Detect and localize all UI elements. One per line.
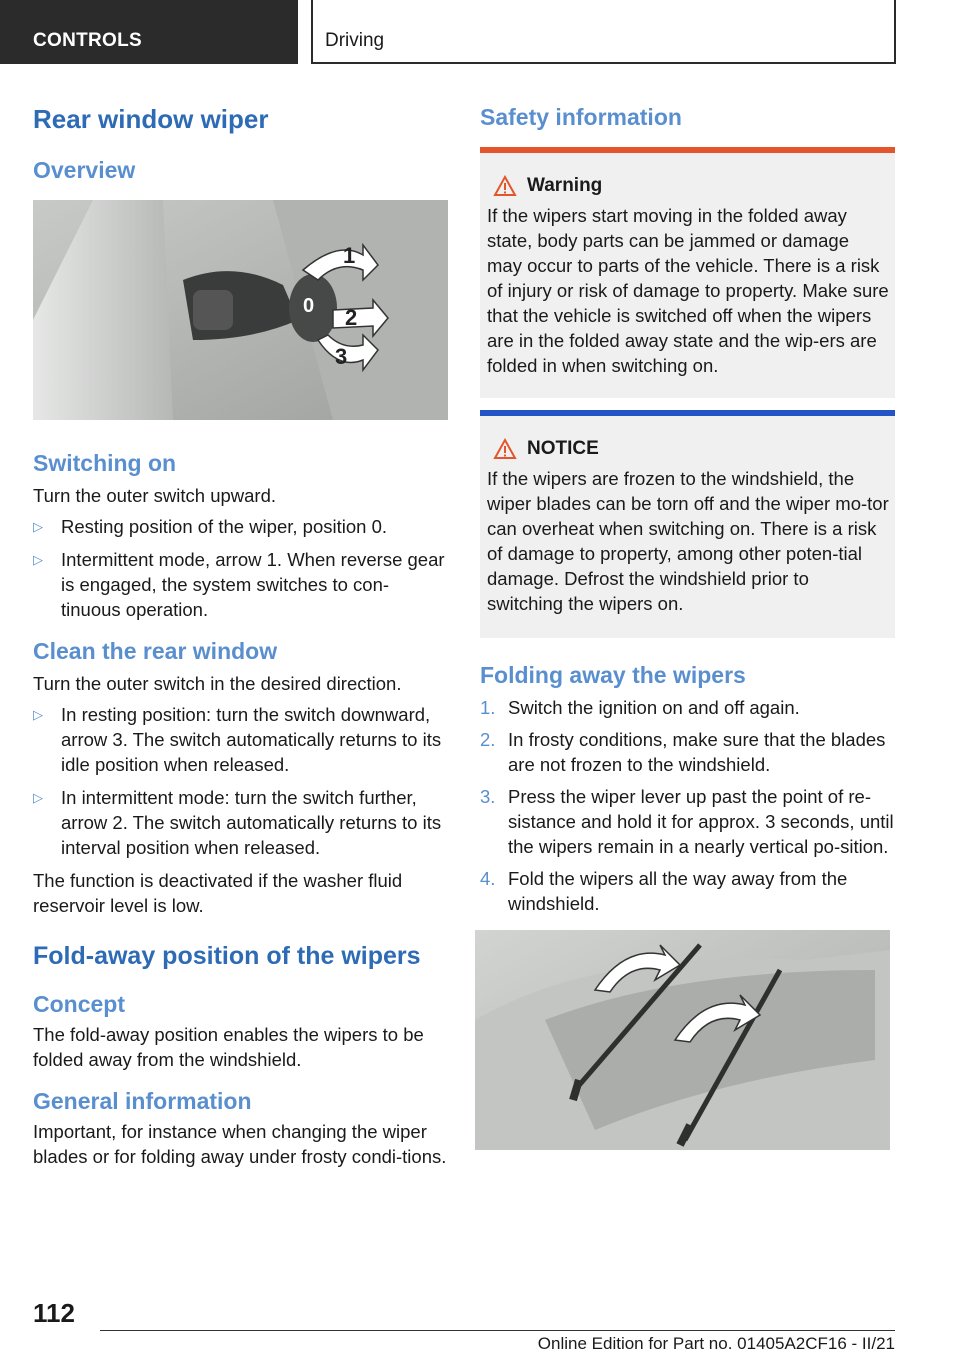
- chapter-tab: [311, 0, 896, 64]
- general-text: Important, for instance when changing the wiper blades or for folding away under frosty condi-tions.: [33, 1121, 447, 1167]
- triangle-bullet-icon: ▷: [33, 790, 43, 805]
- notice-triangle-icon: [493, 438, 517, 460]
- list-item: 1. Switch the ignition on and off again.: [480, 697, 800, 718]
- left-column: [33, 100, 448, 1169]
- overview-heading: Overview: [33, 157, 136, 183]
- figure-label-3: 3: [335, 344, 348, 369]
- notice-text: If the wipers are frozen to the windshield, the wiper blades can be torn off and the wiper mo-tor can overheat when switching on. There is a risk of damage to property, among other poten-tial damage. Defrost the windshield prior to switching the wipers on.: [487, 468, 889, 614]
- list-item: 2. In frosty conditions, make sure that the blades are not frozen to the windshield.: [480, 729, 886, 775]
- wiper-switch-illustration: [33, 200, 448, 420]
- warning-title-row: [493, 175, 889, 197]
- clean-heading: Clean the rear window: [33, 638, 278, 664]
- figure-label-0: 0: [303, 295, 315, 317]
- chapter-label: Driving: [325, 30, 385, 51]
- page-title: Rear window wiper: [33, 104, 269, 134]
- clean-list: [33, 702, 448, 860]
- warning-text: If the wipers start moving in the folded away state, body parts can be jammed or damage may occur to parts of the vehicle. There is a risk of injury or risk of damage to property. Make sure that the vehicle is switched off when the wipers are in the folded away state and the wip-ers are folded in when switching on.: [487, 205, 889, 376]
- concept-heading: Concept: [33, 991, 125, 1017]
- switching-list: [33, 514, 448, 622]
- warning-title: Warning: [527, 175, 603, 196]
- list-item: ▷ Resting position of the wiper, position 0.: [33, 516, 387, 537]
- triangle-bullet-icon: ▷: [33, 552, 43, 567]
- figure-label-1: 1: [343, 243, 356, 268]
- notice-title-row: [493, 438, 889, 460]
- notice-title: NOTICE: [527, 438, 599, 459]
- safety-heading: Safety information: [480, 104, 682, 130]
- folding-heading: Folding away the wipers: [480, 662, 746, 688]
- section-label: CONTROLS: [33, 30, 143, 51]
- folding-steps: [480, 695, 895, 916]
- wipers-folded-illustration: [475, 930, 890, 1150]
- general-heading: General information: [33, 1088, 252, 1114]
- overview-figure: [33, 200, 448, 420]
- switching-text: Turn the outer switch upward.: [33, 485, 277, 506]
- right-column: [480, 100, 895, 1150]
- list-item: ▷ In intermittent mode: turn the switch further, arrow 2. The switch automatically returns to its interval position when released.: [33, 787, 442, 858]
- list-item: 3. Press the wiper lever up past the point of re-sistance and hold it for approx. 3 seconds, until the wipers remain in a nearly vertical po-sition.: [480, 786, 894, 857]
- footer-divider: [100, 1330, 895, 1331]
- triangle-bullet-icon: ▷: [33, 519, 43, 534]
- folding-figure: [475, 930, 890, 1150]
- list-item: ▷ In resting position: turn the switch downward, arrow 3. The switch automatically returns to its idle position when released.: [33, 704, 442, 775]
- page-number: 112: [33, 1298, 75, 1328]
- triangle-bullet-icon: ▷: [33, 707, 43, 722]
- concept-text: The fold-away position enables the wipers to be folded away from the windshield.: [33, 1024, 424, 1070]
- clean-text: Turn the outer switch in the desired direction.: [33, 673, 402, 694]
- foldaway-heading: Fold-away position of the wipers: [33, 942, 421, 970]
- figure-label-2: 2: [345, 305, 358, 330]
- notice-box: [480, 410, 895, 638]
- warning-triangle-icon: [493, 175, 517, 197]
- edition-text: Online Edition for Part no. 01405A2CF16 - II/21: [537, 1334, 895, 1353]
- switching-heading: Switching on: [33, 450, 177, 476]
- list-item: ▷ Intermittent mode, arrow 1. When reverse gear is engaged, the system switches to con-tinuous operation.: [33, 549, 445, 620]
- clean-note: The function is deactivated if the washer fluid reservoir level is low.: [33, 870, 403, 916]
- warning-box: [480, 147, 895, 398]
- list-item: 4. Fold the wipers all the way away from the windshield.: [480, 868, 848, 914]
- section-tab: [0, 0, 298, 64]
